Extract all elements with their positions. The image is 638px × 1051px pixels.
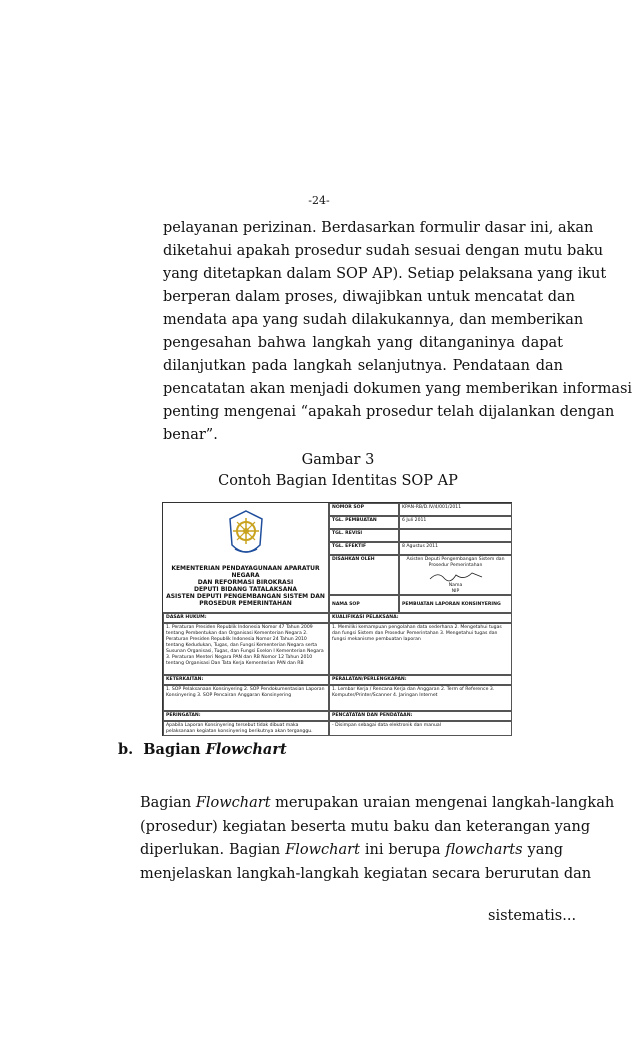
text-line: benar”. bbox=[163, 427, 218, 443]
signer-name: Nama bbox=[448, 583, 463, 588]
signature-icon bbox=[426, 569, 486, 583]
peringatan-text: Apabila Laporan Konsinyering tersebut tidak dibuat maka pelaksanaan kegiatan konsinyering berikutnya akan terganggu. bbox=[163, 721, 329, 736]
kualifikasi-text: 1. Memiliki kemampuan pengolahan data sederhana 2. Mengetahui tugas dan fungsi Sistem dan Prosedur Pemerintahan 3. Mengetahui tugas dan fungsi mekanisme pembuatan laporan bbox=[329, 623, 512, 675]
text-line: pengesahan bahwa langkah yang ditanganinya dapat bbox=[163, 335, 563, 351]
section-b-paragraph bbox=[140, 792, 615, 886]
row-label: TGL. EFEKTIF bbox=[329, 542, 399, 555]
section-title: Bagian bbox=[143, 741, 206, 758]
pencatatan-header: PENCATATAN DAN PENDATAAN: bbox=[329, 711, 512, 721]
row-value: KPAN-RB/D.IV/4/001/2011 bbox=[399, 503, 512, 516]
org-line: KEMENTERIAN PENDAYAGUNAAN APARATUR NEGARA bbox=[171, 565, 320, 579]
intro-paragraph bbox=[163, 217, 633, 447]
text-line: dilanjutkan pada langkah selanjutnya. Pendataan dan bbox=[163, 358, 563, 374]
kualifikasi-header: KUALIFIKASI PELAKSANA: bbox=[329, 613, 512, 623]
row-value: 6 Juli 2011 bbox=[399, 516, 512, 529]
text-line: yang ditetapkan dalam SOP AP). Setiap pelaksana yang ikut bbox=[163, 266, 607, 282]
page-number: -24- bbox=[308, 194, 330, 207]
dasar-hukum-header: DASAR HUKUM: bbox=[163, 613, 329, 623]
figure-label: Gambar 3 bbox=[301, 452, 375, 468]
pencatatan-text: - Disimpan sebagai data elektronik dan manual bbox=[329, 721, 512, 736]
text-line: pelayanan perizinan. Berdasarkan formulir dasar ini, akan bbox=[163, 220, 594, 236]
signer-title: Asisten Deputi Pengembangan Sistem dan Prosedur Pemerintahan bbox=[406, 557, 505, 568]
peringatan-header: PERINGATAN: bbox=[163, 711, 329, 721]
org-line: DAN REFORMASI BIROKRASI bbox=[197, 579, 294, 586]
text-line: mendata apa yang sudah dilakukannya, dan memberikan bbox=[163, 312, 584, 328]
row-label: DISAHKAN OLEH bbox=[329, 555, 399, 595]
dasar-hukum-text: 1. Peraturan Presiden Republik Indonesia Nomor 47 Tahun 2009 tentang Pembentukan dan Organisasi Kementerian Negara 2. Peraturan Presiden Republik Indonesia Nomor 24 Tahun 2010 tentang Kedudukan, Tugas, dan Fungsi Kementerian Negara serta Susunan Organisasi, Tugas, dan Fungsi Eselon I Kementerian Negara 3. Peraturan Menteri Negara PAN dan RB Nomor 12 Tahun 2010 tentang Organisasi Dan Tata Kerja Kementerian PAN dan RB bbox=[163, 623, 329, 675]
row-label: TGL. PEMBUATAN bbox=[329, 516, 399, 529]
row-value bbox=[399, 529, 512, 542]
text-line: diketahui apakah prosedur sudah sesuai dengan mutu baku bbox=[163, 243, 604, 259]
text-line: (prosedur) kegiatan beserta mutu baku dan keterangan yang bbox=[140, 818, 591, 835]
sop-identity-table bbox=[162, 502, 512, 736]
org-line: PROSEDUR PEMERINTAHAN bbox=[199, 600, 292, 607]
row-label: NOMOR SOP bbox=[329, 503, 399, 516]
keterkaitan-header: KETERKAITAN: bbox=[163, 675, 329, 685]
org-line: ASISTEN DEPUTI PENGEMBANGAN SISTEM DAN bbox=[166, 593, 325, 600]
figure-caption: Contoh Bagian Identitas SOP AP bbox=[218, 473, 458, 489]
text-line: diperlukan. Bagian Flowchart ini berupa flowcharts yang bbox=[140, 842, 563, 858]
text-line: berperan dalam proses, diwajibkan untuk mencatat dan bbox=[163, 289, 575, 305]
text-line: menjelaskan langkah-langkah kegiatan secara berurutan dan bbox=[140, 865, 592, 882]
org-line: DEPUTI BIDANG TATALAKSANA bbox=[193, 586, 298, 593]
keterkaitan-text: 1. SOP Pelaksanaan Konsinyering 2. SOP Pendokumentasian Laporan Konsinyering 3. SOP Pencairan Anggaran Konsinyering bbox=[163, 685, 329, 711]
next-page-word: sistematis... bbox=[488, 908, 577, 924]
text-line: Bagian Flowchart merupakan uraian mengenai langkah-langkah bbox=[140, 795, 615, 811]
row-value: 8 Agustus 2011 bbox=[399, 542, 512, 555]
text-line: pencatatan akan menjadi dokumen yang memberikan informasi bbox=[163, 381, 633, 397]
nama-sop-label: NAMA SOP bbox=[329, 595, 399, 613]
section-prefix: b. bbox=[118, 741, 134, 758]
peralatan-header: PERALATAN/PERLENGKAPAN: bbox=[329, 675, 512, 685]
section-b-heading bbox=[118, 741, 287, 758]
signature-cell bbox=[399, 555, 512, 595]
section-title-italic: Flowchart bbox=[205, 741, 287, 758]
text-line: penting mengenai “apakah prosedur telah dijalankan dengan bbox=[163, 404, 615, 420]
peralatan-text: 1. Lembar Kerja / Rencana Kerja dan Anggaran 2. Term of Reference 3. Komputer/Printer/Scanner 4. Jaringan Internet bbox=[329, 685, 512, 711]
nama-sop-value: PEMBUATAN LAPORAN KONSINYERING bbox=[399, 595, 512, 613]
row-label: TGL. REVISI bbox=[329, 529, 399, 542]
signer-nip: NIP bbox=[451, 589, 460, 594]
logo-cell bbox=[163, 503, 329, 613]
